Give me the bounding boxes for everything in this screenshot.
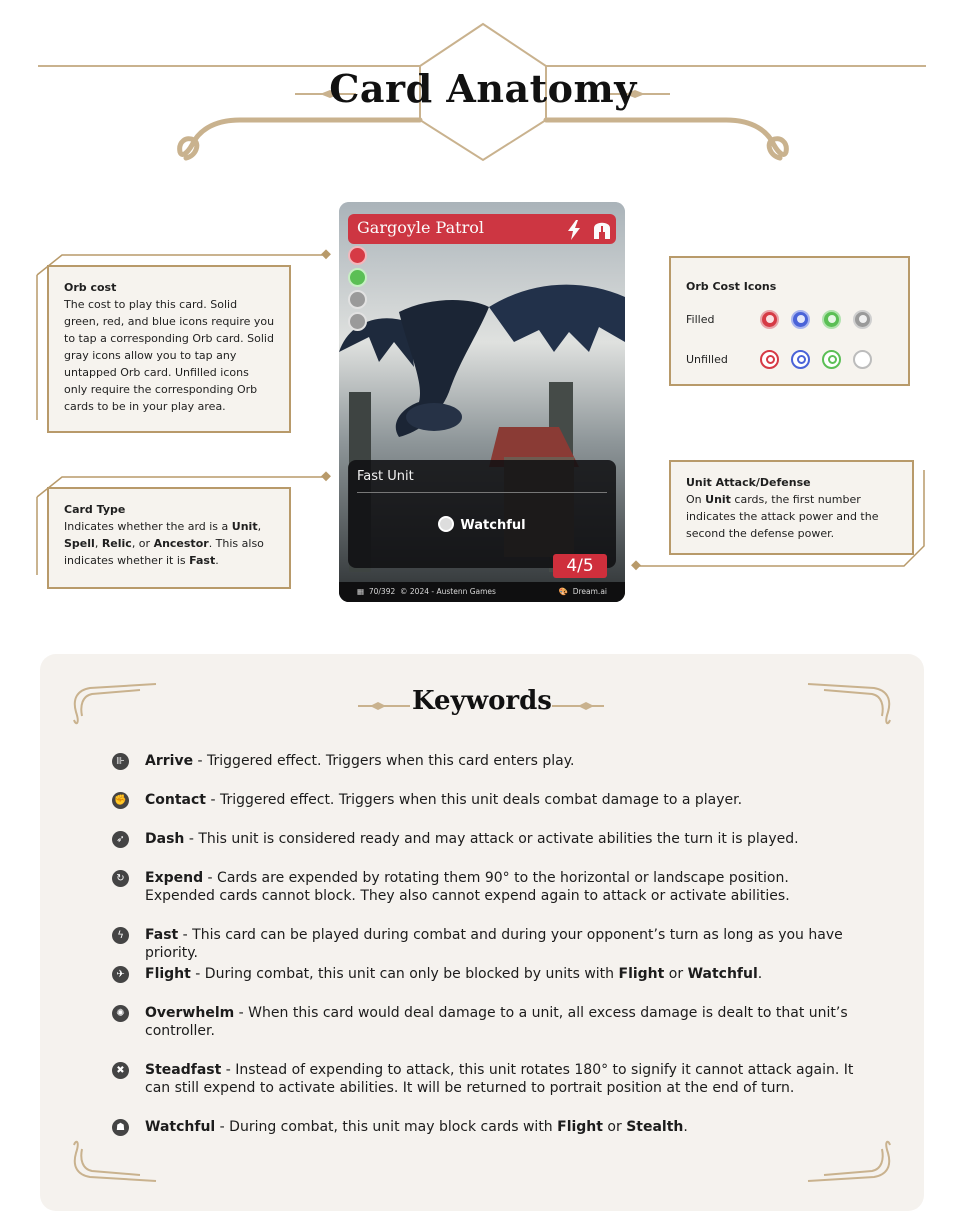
blue-orb-filled-icon <box>791 310 810 329</box>
lightning-icon <box>567 220 581 240</box>
attack-defense-title: Unit Attack/Defense <box>686 476 811 489</box>
attack-defense-callout <box>669 460 914 555</box>
rotate-icon: ↻ <box>112 870 129 887</box>
orb-cost-callout <box>47 265 291 433</box>
page-title: Card Anatomy <box>329 66 637 111</box>
watchful-icon <box>438 516 454 532</box>
card-type-title: Card Type <box>64 503 126 516</box>
orb-icons-title: Orb Cost Icons <box>686 280 777 293</box>
gray-orb-unfilled-icon <box>853 350 872 369</box>
card-type-text: Indicates whether the ard is a Unit, Spell, Relic, or Ancestor. This also indicates whether it is Fast. <box>64 520 264 567</box>
game-card <box>339 202 625 602</box>
card-keyword: Watchful <box>348 516 616 533</box>
runner-icon: ➶ <box>112 831 129 848</box>
card-name: Gargoyle Patrol <box>357 218 484 237</box>
attack-defense-stats: 4/5 <box>553 554 607 578</box>
blue-orb-unfilled-icon <box>791 350 810 369</box>
card-type-line: Fast Unit <box>357 469 414 484</box>
watchful-icon: ☗ <box>112 1119 129 1136</box>
unfilled-orb-row <box>686 347 894 371</box>
lightning-icon: ϟ <box>112 927 129 944</box>
red-orb-cost-icon <box>348 246 367 265</box>
green-orb-filled-icon <box>822 310 841 329</box>
gray-orb-cost-icon <box>348 290 367 309</box>
green-orb-cost-icon <box>348 268 367 287</box>
unfilled-label: Unfilled <box>686 352 728 366</box>
fist-icon: ✊ <box>112 792 129 809</box>
green-orb-unfilled-icon <box>822 350 841 369</box>
orb-cost-text: The cost to play this card. Solid green, red, and blue icons require you to tap a corresponding Orb card. Solid gray icons allow you to tap any untapped Orb card. Unfilled icons only require the corresponding Orb cards to be in your play area. <box>64 298 275 413</box>
attack-defense-text: On Unit cards, the first number indicates the attack power and the second the defense power. <box>686 493 879 540</box>
card-type-callout <box>47 487 291 589</box>
filled-label: Filled <box>686 312 715 326</box>
keywords-title: Keywords <box>412 686 552 716</box>
collector-info: ▦ 70/392 © 2024 - Austenn Games <box>357 587 496 596</box>
card-divider <box>357 492 607 493</box>
gray-orb-cost-icon <box>348 312 367 331</box>
red-orb-filled-icon <box>760 310 779 329</box>
art-credit: 🎨 Dream.ai <box>558 587 607 596</box>
helmet-icon <box>592 218 612 240</box>
overwhelm-icon: ✺ <box>112 1005 129 1022</box>
red-orb-unfilled-icon <box>760 350 779 369</box>
wing-icon: ✈ <box>112 966 129 983</box>
card-name-bar <box>348 214 616 244</box>
arrive-icon: ⊪ <box>112 753 129 770</box>
orb-cost-title: Orb cost <box>64 281 117 294</box>
card-text-box <box>348 460 616 568</box>
keywords-panel: Keywords ⊪ Arrive - Triggered effect. Triggers when this card enters play. ✊ Contact - Triggered effect. Triggers when this unit deals combat damage to a player. ➶ Dash - This unit is considered ready and may attack or activate abilities the turn it is played. ↻ Expend - Cards are expended by rotating them 90° to the horizontal or landscape position. Expended cards cannot block. They also cannot expend again to attack or activate abilities. ϟ Fast - This card can be played during combat and during your opponent’s turn as long as you have priority. ✈ Flight - During combat, this unit can only be blocked by units with Flight or Watchful. ✺ Overwhelm - When this card would deal damage to a unit, all excess damage is dealt to that unit’s controller. ✖ Steadfast - Instead of expending to attack, this unit rotates 180° to signify it cannot attack again. It can still expend to activate abilities. It will be returned to portrait position at the end of turn. ☗ Watchful - During combat, this unit may block cards with Flight or Stealth. <box>40 654 924 1211</box>
steadfast-icon: ✖ <box>112 1062 129 1079</box>
gray-orb-filled-icon <box>853 310 872 329</box>
card-footer <box>339 582 625 602</box>
orb-icons-callout <box>669 256 910 386</box>
filled-orb-row <box>686 307 894 331</box>
